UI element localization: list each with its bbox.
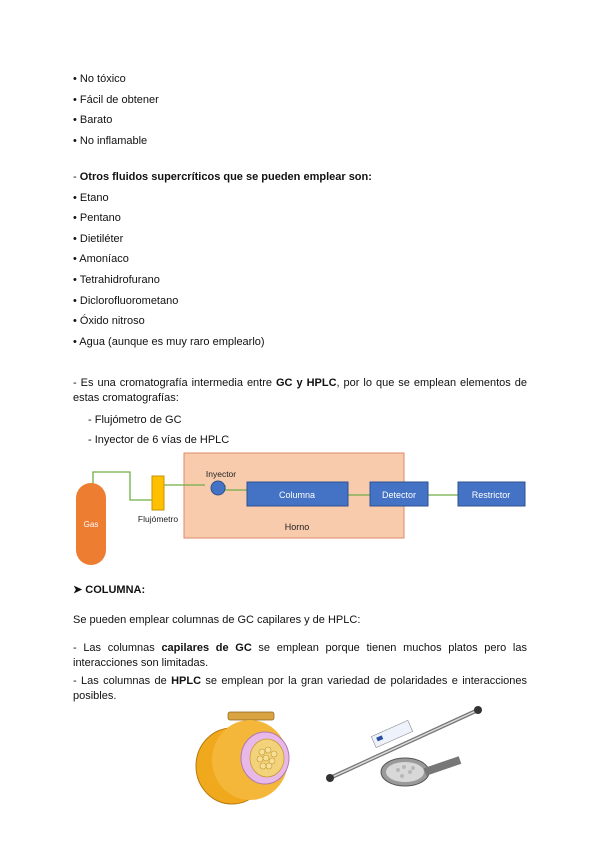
detector-label: Detector xyxy=(381,490,417,500)
bold-text: GC y HPLC xyxy=(276,377,337,389)
flujometro-label: Flujómetro xyxy=(137,514,179,524)
heading-prefix: - xyxy=(73,171,80,183)
prop-item: • Fácil de obtener xyxy=(73,94,159,106)
capillary-column-image xyxy=(196,712,289,804)
columna-gc-paragraph xyxy=(73,641,527,671)
prop-item: • No inflamable xyxy=(73,135,148,147)
other-fluid-item: • Dietiléter xyxy=(73,233,124,245)
columna-label: Columna xyxy=(278,490,316,500)
inyector-label: Inyector xyxy=(205,469,237,479)
other-fluid-item: • Agua (aunque es muy raro emplearlo) xyxy=(73,336,265,348)
other-fluid-item: • Pentano xyxy=(73,212,121,224)
text: , por lo que se emplean elementos de estas cromatografías: xyxy=(73,377,528,404)
text: se emplean porque tienen muchos platos pero las interacciones son limitadas. xyxy=(73,642,527,669)
prop-item: • No tóxico xyxy=(73,73,126,85)
other-fluid-item: • Amoníaco xyxy=(73,253,129,265)
horno-label: Horno xyxy=(284,522,310,532)
others-heading xyxy=(73,170,372,184)
restrictor-label: Restrictor xyxy=(471,490,511,500)
prop-item: • Barato xyxy=(73,114,113,126)
text: - Las columnas de xyxy=(73,675,172,687)
text: se emplean por la gran variedad de polaridades e interacciones posibles. xyxy=(73,675,528,702)
hplc-column-image xyxy=(326,706,482,786)
column-photos xyxy=(0,700,600,810)
heading-bold: Otros fluidos supercríticos que se pueden emplear son: xyxy=(79,171,372,183)
flujometro-box xyxy=(152,476,164,510)
columna-heading: ➤ COLUMNA: xyxy=(73,584,146,596)
other-fluid-item: • Diclorofluorometano xyxy=(73,295,179,307)
bold-text: capilares de GC xyxy=(161,642,252,654)
text: - Las columnas xyxy=(73,642,162,654)
columna-intro: Se pueden emplear columnas de GC capilares y de HPLC: xyxy=(73,614,361,626)
other-fluid-item: • Óxido nitroso xyxy=(73,315,145,327)
other-fluid-item: • Etano xyxy=(73,192,109,204)
bold-text: HPLC xyxy=(171,675,202,687)
inyector-circle xyxy=(211,481,225,495)
text: - Es una cromatografía intermedia entre xyxy=(73,377,276,389)
element-item: - Flujómetro de GC xyxy=(88,414,182,426)
intermediate-paragraph xyxy=(73,376,527,406)
gas-label: Gas xyxy=(83,520,99,529)
element-item: - Inyector de 6 vías de HPLC xyxy=(88,434,230,446)
other-fluid-item: • Tetrahidrofurano xyxy=(73,274,160,286)
sfc-diagram xyxy=(0,440,600,575)
